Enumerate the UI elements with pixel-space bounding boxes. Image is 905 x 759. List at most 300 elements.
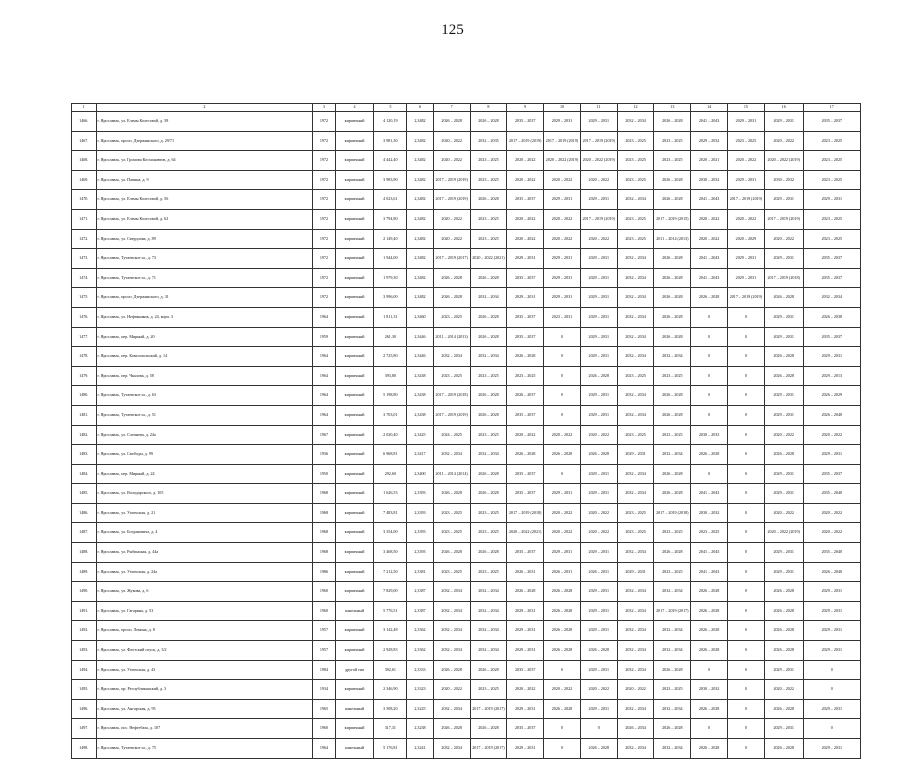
table-cell: 2029 – 2031 (507, 641, 544, 661)
table-cell: 2029 – 2031 (728, 249, 765, 269)
table-cell: 2026 – 2028 (764, 445, 803, 465)
table-cell: 2026 – 2028 (580, 739, 617, 759)
address-cell: г. Ярославль, Тутаевское ш., д. 51 (96, 405, 313, 425)
table-cell: 2032 – 2034 (617, 112, 654, 132)
table-cell: 2020 – 2022 (764, 229, 803, 249)
table-cell: 2,3241 (407, 739, 434, 759)
table-cell: 292,60 (374, 464, 407, 484)
table-cell: 2023 – 2025 (654, 562, 691, 582)
table-cell: кирпичный (335, 209, 374, 229)
table-cell: 2020 – 2022 (691, 209, 728, 229)
table-cell: 0 (544, 327, 581, 347)
table-cell: 2032 – 2034 (617, 347, 654, 367)
row-number-cell: 1485. (72, 484, 97, 504)
table-cell: 2017 – 2019 (2019) (433, 405, 470, 425)
table-cell: 4 120,19 (374, 112, 407, 132)
row-number-cell: 1493. (72, 641, 97, 661)
table-cell: 2020 – 2022 (764, 503, 803, 523)
table-cell: 2032 – 2034 (617, 327, 654, 347)
table-cell: 0 (728, 386, 765, 406)
table-cell: 2020 – 2022 (764, 680, 803, 700)
table-cell: 2029 – 2031 (507, 621, 544, 641)
table-cell: кирпичный (335, 249, 374, 269)
table-cell: 2029 – 2031 (728, 170, 765, 190)
table-cell: 2023 – 2025 (617, 425, 654, 445)
column-header: 11 (580, 104, 617, 112)
table-cell: кирпичный (335, 503, 374, 523)
table-cell: 0 (544, 660, 581, 680)
table-cell: 2 346,90 (374, 680, 407, 700)
table-cell: 2026 – 2040 (803, 405, 860, 425)
table-cell: 2020 – 2022 (507, 229, 544, 249)
table-cell: 0 (728, 699, 765, 719)
table-cell: 0 (691, 347, 728, 367)
row-number-cell: 1496. (72, 699, 97, 719)
table-cell: 0 (728, 739, 765, 759)
table-cell: 2041 – 2043 (691, 484, 728, 504)
table-cell: 2017 – 2019 (2019) (433, 190, 470, 210)
address-cell: г. Ярославль, ул. Флотский спуск, д. 3/2 (96, 641, 313, 661)
table-cell: 2026 – 2028 (654, 484, 691, 504)
table-cell: 2029 – 2031 (803, 739, 860, 759)
row-number-cell: 1480. (72, 386, 97, 406)
row-number-cell: 1469. (72, 170, 97, 190)
table-cell: 1964 (313, 386, 335, 406)
table-cell: 2026 – 2028 (470, 405, 507, 425)
table-cell: 2023 – 2025 (803, 170, 860, 190)
table-row (72, 190, 861, 210)
table-cell: 2020 – 2022 (2021) (507, 523, 544, 543)
table-cell: 2 928,83 (374, 641, 407, 661)
table-cell: 2035 – 2037 (803, 327, 860, 347)
table-cell: 2029 – 2031 (580, 621, 617, 641)
table-cell: 0 (728, 582, 765, 602)
table-cell: 2023 – 2025 (507, 366, 544, 386)
table-row (72, 699, 861, 719)
table-cell: 2017 – 2019 (2018) (654, 503, 691, 523)
table-cell: 2026 – 2028 (764, 366, 803, 386)
table-cell: 2,3381 (407, 562, 434, 582)
table-cell: 2,3446 (407, 327, 434, 347)
table-cell: 2020 – 2022 (2021) (470, 249, 507, 269)
table-cell: 2029 – 2031 (580, 288, 617, 308)
table-cell: 0 (728, 562, 765, 582)
table-cell: 2026 – 2028 (470, 464, 507, 484)
table-cell: 2023 – 2025 (433, 562, 470, 582)
table-cell: 0 (728, 523, 765, 543)
table-cell: 2029 – 2031 (803, 641, 860, 661)
table-cell: 2029 – 2031 (580, 190, 617, 210)
row-number-cell: 1498. (72, 739, 97, 759)
table-cell: 2032 – 2034 (470, 445, 507, 465)
table-cell: кирпичный (335, 327, 374, 347)
row-number-cell: 1475. (72, 288, 97, 308)
table-cell: 2026 – 2028 (691, 445, 728, 465)
table-cell: 2029 – 2031 (544, 190, 581, 210)
column-header: 7 (433, 104, 470, 112)
table-cell: 2029 – 2031 (507, 699, 544, 719)
table-cell: 2029 – 2031 (544, 268, 581, 288)
table-cell: 2,3482 (407, 151, 434, 171)
table-cell: 3 508,20 (374, 699, 407, 719)
address-cell: г. Ярославль, ул. Ангарская, д. 95 (96, 699, 313, 719)
table-cell: 2026 – 2028 (654, 268, 691, 288)
table-cell: 2023 – 2025 (617, 131, 654, 151)
table-cell: кирпичный (335, 347, 374, 367)
table-cell: 2032 – 2034 (654, 621, 691, 641)
table-cell: 1964 (313, 739, 335, 759)
table-cell: 2026 – 2028 (544, 601, 581, 621)
row-number-cell: 1494. (72, 660, 97, 680)
table-cell: 2017 – 2019 (2019) (507, 131, 544, 151)
table-cell: 2,3438 (407, 386, 434, 406)
table-cell: 2026 – 2028 (507, 582, 544, 602)
table-cell: 2032 – 2034 (433, 582, 470, 602)
table-cell: 2,3482 (407, 131, 434, 151)
table-cell: 2026 – 2028 (691, 699, 728, 719)
table-cell: 2026 – 2028 (507, 347, 544, 367)
table-cell: 2023 – 2025 (691, 523, 728, 543)
table-cell: 2026 – 2034 (617, 719, 654, 739)
table-cell: 0 (728, 543, 765, 563)
table-cell: 2035 – 2040 (803, 543, 860, 563)
table-cell: 5 176,81 (374, 739, 407, 759)
table-cell: 2035 – 2037 (507, 543, 544, 563)
table-cell: 1950 (313, 464, 335, 484)
table-cell: 2026 – 2028 (507, 445, 544, 465)
table-cell: кирпичный (335, 621, 374, 641)
table-cell: 2032 – 2034 (654, 641, 691, 661)
table-cell: 2026 – 2028 (470, 190, 507, 210)
table-cell: 2035 – 2040 (803, 484, 860, 504)
table-cell: 0 (728, 347, 765, 367)
table-cell: 1972 (313, 112, 335, 132)
table-cell: 2,3482 (407, 190, 434, 210)
table-cell: 2023 – 2025 (617, 503, 654, 523)
table-cell: 2023 – 2025 (617, 209, 654, 229)
table-cell: 2032 – 2034 (617, 739, 654, 759)
row-number-cell: 1478. (72, 347, 97, 367)
table-cell: 2,3482 (407, 229, 434, 249)
table-cell: 2,3393 (407, 503, 434, 523)
table-cell: 2020 – 2022 (580, 680, 617, 700)
table-cell: 2029 – 2031 (580, 699, 617, 719)
table-cell: кирпичный (335, 131, 374, 151)
table-cell: 2024 – 2025 (433, 425, 470, 445)
table-cell: 2032 – 2034 (617, 601, 654, 621)
table-cell: 2026 – 2028 (470, 327, 507, 347)
address-cell: г. Ярославль, пр. Республиканский, д. 3 (96, 680, 313, 700)
table-cell: 2032 – 2034 (803, 288, 860, 308)
address-cell: г. Ярославль, ул. Угличская, д. 24а (96, 562, 313, 582)
table-row (72, 327, 861, 347)
table-cell: 2026 – 2040 (803, 562, 860, 582)
table-cell: 2023 – 2025 (470, 503, 507, 523)
table-cell: 0 (728, 719, 765, 739)
table-cell: 2023 – 2025 (803, 229, 860, 249)
table-cell: 2035 – 2037 (507, 268, 544, 288)
table-row (72, 680, 861, 700)
table-row (72, 503, 861, 523)
table-cell: 2020 – 2022 (433, 131, 470, 151)
table-cell: 0 (691, 405, 728, 425)
table-cell: 2032 – 2034 (617, 307, 654, 327)
table-cell: 0 (691, 464, 728, 484)
table-cell: 2032 – 2034 (470, 621, 507, 641)
column-header: 2 (96, 104, 313, 112)
table-cell: 2035 – 2037 (507, 719, 544, 739)
table-cell: кирпичный (335, 582, 374, 602)
table-cell: 2023 – 2025 (803, 131, 860, 151)
table-cell: 2035 – 2037 (507, 660, 544, 680)
table-cell: 2023 – 2025 (654, 151, 691, 171)
table-cell: 2032 – 2034 (433, 739, 470, 759)
table-cell: кирпичный (335, 307, 374, 327)
table-cell: 2017 – 2019 (2019) (433, 170, 470, 190)
table-cell: 2017 – 2019 (2018) (507, 503, 544, 523)
table-cell: 2020 – 2022 (433, 151, 470, 171)
row-number-cell: 1470. (72, 190, 97, 210)
table-cell: 2030 – 2032 (691, 680, 728, 700)
table-cell: 2026 – 2028 (544, 621, 581, 641)
table-row (72, 523, 861, 543)
table-cell: 2029 – 2031 (764, 660, 803, 680)
table-cell: 3 468,50 (374, 543, 407, 563)
table-cell: 2026 – 2028 (544, 641, 581, 661)
table-cell: 2023 – 2025 (470, 209, 507, 229)
table-cell: 3 981,30 (374, 131, 407, 151)
table-cell: 5 776,51 (374, 601, 407, 621)
table-cell: 1986 (313, 562, 335, 582)
table-row (72, 484, 861, 504)
table-cell: 2020 – 2022 (2019) (764, 523, 803, 543)
table-cell: 392,61 (374, 660, 407, 680)
table-cell: 2035 – 2037 (507, 327, 544, 347)
table-cell: 2026 – 2028 (433, 484, 470, 504)
table-cell: 2026 – 2028 (433, 268, 470, 288)
table-cell: панельный (335, 601, 374, 621)
table-cell: 2,3387 (407, 582, 434, 602)
table-cell: 2029 – 2013 (803, 366, 860, 386)
table-cell: 2020 – 2022 (728, 209, 765, 229)
table-cell: 2029 – 2031 (803, 699, 860, 719)
table-cell: 2023 – 2025 (470, 170, 507, 190)
table-cell: 0 (728, 484, 765, 504)
table-cell: 2029 – 2031 (803, 445, 860, 465)
table-cell: 1972 (313, 131, 335, 151)
table-cell: 2023 – 2025 (617, 170, 654, 190)
table-cell: 393,80 (374, 366, 407, 386)
table-cell: 0 (728, 680, 765, 700)
table-cell: 2011 – 2014 (2013) (433, 327, 470, 347)
table-cell: 1957 (313, 641, 335, 661)
address-cell: г. Ярославль, Тутаевское ш., д. 73 (96, 249, 313, 269)
table-cell: 7 483,81 (374, 503, 407, 523)
table-cell: 2029 – 2031 (544, 484, 581, 504)
table-cell: 2026 – 2028 (580, 641, 617, 661)
table-cell: 3 703,01 (374, 405, 407, 425)
table-cell: 2029 – 2031 (803, 621, 860, 641)
table-cell: 2,3323 (407, 680, 434, 700)
table-cell: 2032 – 2034 (654, 445, 691, 465)
table-cell: 1972 (313, 151, 335, 171)
table-cell: 2020 – 2022 (433, 680, 470, 700)
table-cell: 2026 – 2028 (470, 386, 507, 406)
table-cell: 0 (728, 601, 765, 621)
table-cell: 2032 – 2034 (617, 268, 654, 288)
row-number-cell: 1472. (72, 229, 97, 249)
table-cell: 2020 – 2022 (507, 209, 544, 229)
address-cell: г. Ярославль, ул. Гагарина, д. 53 (96, 601, 313, 621)
table-cell: 2,3482 (407, 112, 434, 132)
table-cell: 2029 – 2031 (544, 288, 581, 308)
address-cell: г. Ярославль, ул. Свободы, д. 99 (96, 445, 313, 465)
table-cell: кирпичный (335, 680, 374, 700)
address-cell: г. Ярославль, ул. Рыбинская, д. 44а (96, 543, 313, 563)
table-cell: 2 149,40 (374, 229, 407, 249)
table-cell: 2,3333 (407, 660, 434, 680)
table-row (72, 739, 861, 759)
table-cell: 2020 – 2022 (507, 680, 544, 700)
table-row (72, 601, 861, 621)
table-cell: 2030 – 2033 (691, 425, 728, 445)
table-row (72, 170, 861, 190)
table-cell: 1984 (313, 660, 335, 680)
table-cell: 2029 – 2031 (803, 347, 860, 367)
table-row (72, 386, 861, 406)
table-row (72, 288, 861, 308)
table-cell: 0 (691, 366, 728, 386)
table-cell: панельный (335, 739, 374, 759)
table-cell: 1 811,31 (374, 307, 407, 327)
table-header-row (72, 104, 861, 112)
table-cell: 2026 – 2031 (544, 562, 581, 582)
row-number-cell: 1482. (72, 425, 97, 445)
table-cell: 1959 (313, 327, 335, 347)
table-cell: 0 (544, 386, 581, 406)
table-cell: 2020 – 2022 (544, 229, 581, 249)
table-cell: 2023 – 2025 (617, 151, 654, 171)
table-cell: 0 (728, 327, 765, 347)
table-cell: 0 (803, 680, 860, 700)
table-cell: 1968 (313, 523, 335, 543)
table-cell: 2026 – 2028 (470, 719, 507, 739)
table-cell: 2029 – 2031 (544, 249, 581, 269)
table-cell: 2023 – 2025 (617, 229, 654, 249)
table-cell: 2020 – 2022 (2019) (580, 151, 617, 171)
table-cell: 2,3417 (407, 445, 434, 465)
table-cell: 2026 – 2028 (654, 288, 691, 308)
table-cell: 2035 – 2037 (507, 405, 544, 425)
table-cell: 2029 – 2031 (580, 543, 617, 563)
row-number-cell: 1489. (72, 562, 97, 582)
table-cell: 2035 – 2037 (803, 464, 860, 484)
table-cell: 2,3225 (407, 699, 434, 719)
table-cell: 2029 – 2031 (544, 112, 581, 132)
table-cell: 2026 – 2028 (691, 641, 728, 661)
table-cell: 2026 – 2028 (654, 719, 691, 739)
table-cell: 2032 – 2034 (617, 582, 654, 602)
column-header: 6 (407, 104, 434, 112)
table-cell: 2026 – 2028 (654, 660, 691, 680)
table-cell: 2020 – 2022 (544, 523, 581, 543)
column-header: 1 (72, 104, 97, 112)
table-cell: 2023 – 2025 (433, 523, 470, 543)
table-row (72, 464, 861, 484)
table-cell: 2041 – 2043 (691, 112, 728, 132)
table-cell: 2023 – 2025 (433, 307, 470, 327)
table-row (72, 229, 861, 249)
table-cell: 2,3400 (407, 464, 434, 484)
table-cell: 0 (691, 307, 728, 327)
table-cell: 2032 – 2034 (470, 347, 507, 367)
table-cell: 2026 – 2028 (544, 445, 581, 465)
table-cell: кирпичный (335, 151, 374, 171)
column-header: 10 (544, 104, 581, 112)
table-cell: 0 (691, 660, 728, 680)
table-row (72, 366, 861, 386)
table-cell: 2026 – 2028 (654, 112, 691, 132)
table-row (72, 151, 861, 171)
table-cell: 2023 – 2025 (654, 366, 691, 386)
table-cell: 2030 – 2032 (691, 170, 728, 190)
table-cell: 3 983,90 (374, 170, 407, 190)
table-cell: 2020 – 2022 (728, 151, 765, 171)
table-cell: 2026 – 2028 (654, 307, 691, 327)
table-cell: 2023 – 2025 (617, 523, 654, 543)
table-cell: 2,3460 (407, 307, 434, 327)
table-cell: 1972 (313, 229, 335, 249)
table-cell: 2029 – 2031 (764, 327, 803, 347)
table-cell: кирпичный (335, 112, 374, 132)
table-cell: 2029 – 2031 (764, 190, 803, 210)
table-cell: 1967 (313, 425, 335, 445)
table-cell: кирпичный (335, 543, 374, 563)
table-cell: 2029 – 2031 (617, 562, 654, 582)
table-cell: 2011 – 2014 (2014) (433, 464, 470, 484)
table-cell: 2026 – 2028 (433, 112, 470, 132)
table-cell: 1 979,30 (374, 268, 407, 288)
table-cell: 2032 – 2034 (433, 641, 470, 661)
table-cell: 2020 – 2029 (728, 229, 765, 249)
table-cell: кирпичный (335, 366, 374, 386)
table-row (72, 719, 861, 739)
address-cell: г. Ярославль, Тутаевское ш., д. 71 (96, 268, 313, 288)
table-cell: 1965 (313, 699, 335, 719)
row-number-cell: 1466. (72, 112, 97, 132)
table-cell: кирпичный (335, 405, 374, 425)
table-cell: 2032 – 2034 (617, 484, 654, 504)
row-number-cell: 1486. (72, 503, 97, 523)
table-cell: 2020 – 2022 (2019) (544, 151, 581, 171)
table-cell: 2023 – 2025 (654, 131, 691, 151)
table-cell: 2029 – 2031 (580, 112, 617, 132)
table-cell: 2026 – 2028 (654, 170, 691, 190)
table-cell: 2023 – 2025 (470, 523, 507, 543)
table-cell: 2029 – 2031 (580, 249, 617, 269)
table-row (72, 621, 861, 641)
table-cell: 2023 – 2025 (617, 366, 654, 386)
table-cell: 0 (728, 641, 765, 661)
table-cell: 1968 (313, 543, 335, 563)
table-cell: 2026 – 2028 (470, 484, 507, 504)
table-cell: панельный (335, 699, 374, 719)
table-row (72, 641, 861, 661)
table-cell: 1964 (313, 405, 335, 425)
table-row (72, 268, 861, 288)
table-cell: 2035 – 2037 (507, 190, 544, 210)
table-cell: 0 (728, 503, 765, 523)
